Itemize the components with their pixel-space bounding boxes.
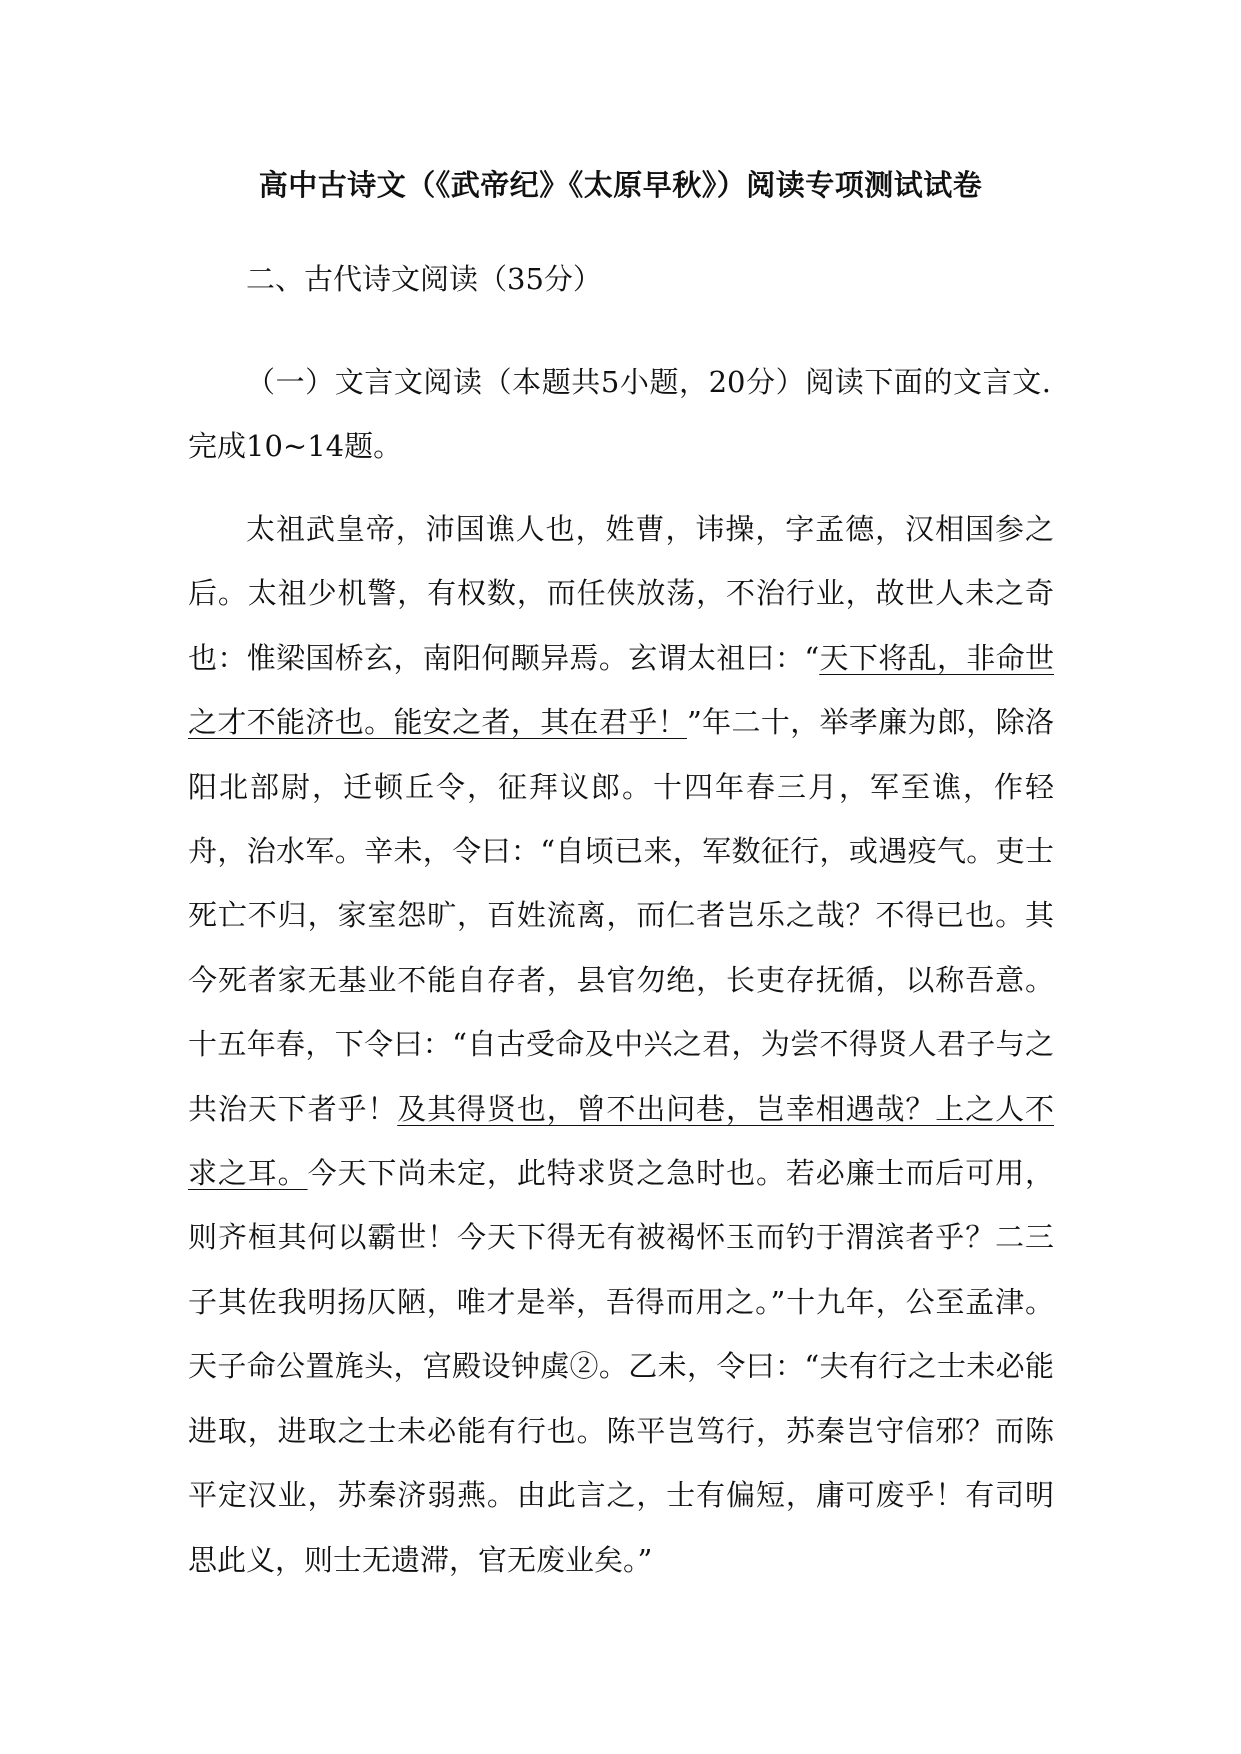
- reading-instruction: （一）文言文阅读（本题共5小题，20分）阅读下面的文言文.完成10~14题。: [188, 365, 1051, 463]
- section-heading: 二、古代诗文阅读（35分）: [246, 262, 602, 296]
- classical-passage: [188, 497, 1054, 1592]
- passage-text: 太祖武皇帝，沛国谯人也，姓曹，讳操，字孟德，汉相国参之后。太祖少机警，有权数，而任侠放荡，不治行业，故世人未之奇也：惟梁国桥玄，南阳何颙异焉。玄谓太祖曰：“: [188, 512, 1054, 675]
- passage-text: ”年二十，举孝廉为郎，除洛阳北部尉，迁顿丘令，征拜议郎。十四年春三月，军至谯，作轻舟，治水军。辛未，令曰：“自顷已来，军数征行，或遇疫气。吏士死亡不归，家室怨旷，百姓流离，而仁者岂乐之哉？不得已也。其今死者家无基业不能自存者，县官勿绝，长吏存抚循，以称吾意。十五年春，下令曰：“自古受命及中兴之君，为尝不得贤人君子与之共治天下者乎！: [188, 705, 1054, 1126]
- passage-text: 今天下尚未定，此特求贤之急时也。若必廉士而后可用，则齐桓其何以霸世！今天下得无有被褐怀玉而钓于渭滨者乎？二三子其佐我明扬仄陋，唯才是举，吾得而用之。”十九年，公至孟津。天子命公置旄头，宫殿设钟虡②。乙未，令曰：“夫有行之士未必能进取，进取之士未必能有行也。陈平岂笃行，苏秦岂守信邪？而陈平定汉业，苏秦济弱燕。由此言之，士有偏短，庸可废乎！有司明思此义，则士无遗滞，官无废业矣。”: [188, 1156, 1054, 1577]
- underlined-sentence-2: 及其得贤也，曾不出问巷，岂幸相遇哉？上之人不求之耳。: [188, 1091, 1054, 1191]
- underlined-sentence-1: 天下将乱，非命世之才不能济也。能安之者，其在君乎！: [188, 640, 1054, 740]
- page-title: 高中古诗文（《武帝纪》《太原早秋》）阅读专项测试试卷: [258, 168, 983, 202]
